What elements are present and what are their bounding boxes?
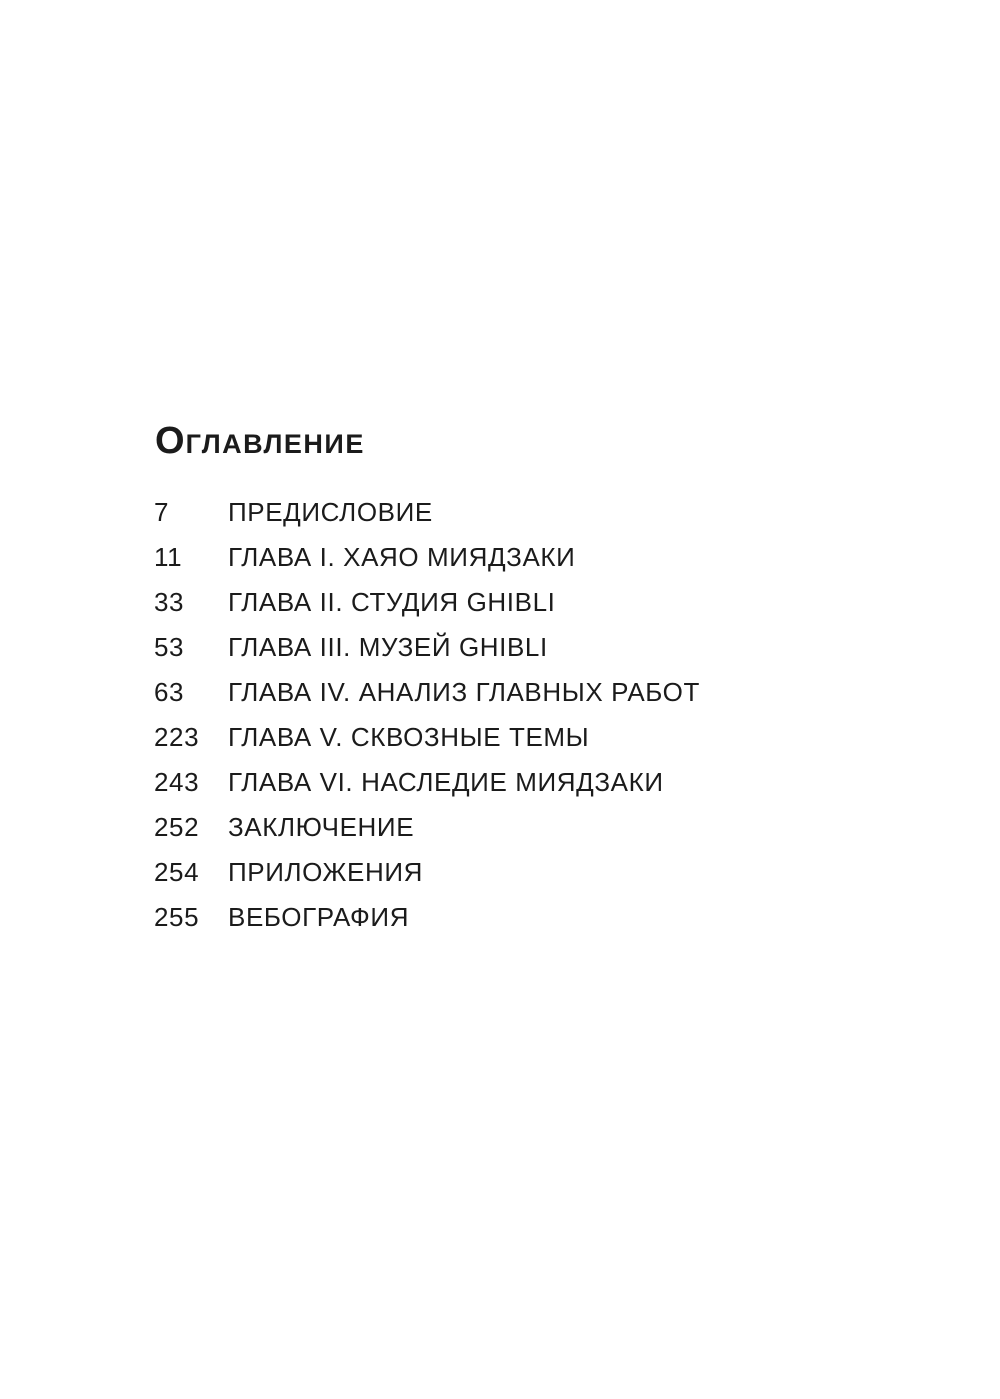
toc-entry — [154, 805, 700, 850]
toc-entry — [154, 535, 700, 580]
toc-list — [154, 490, 700, 940]
toc-entry-title: ГЛАВА I. ХАЯО МИЯДЗАКИ — [228, 542, 576, 572]
page-title — [155, 422, 365, 460]
toc-entry-title: ГЛАВА III. МУЗЕЙ GHIBLI — [228, 632, 548, 662]
toc-page-number: 243 — [154, 767, 200, 797]
toc-entry — [154, 490, 700, 535]
page-title-initial: О — [155, 420, 186, 462]
toc-page-number: 255 — [154, 902, 200, 932]
toc-entry — [154, 895, 700, 940]
toc-page-number: 252 — [154, 812, 200, 842]
toc-entry — [154, 715, 700, 760]
toc-page-number: 254 — [154, 857, 200, 887]
toc-entry — [154, 850, 700, 895]
page-title-rest: ГЛАВЛЕНИЕ — [185, 429, 365, 459]
toc-entry-title: ГЛАВА VI. НАСЛЕДИЕ МИЯДЗАКИ — [228, 767, 664, 797]
toc-page-number: 53 — [154, 632, 185, 662]
toc-entry-title: ПРИЛОЖЕНИЯ — [228, 857, 424, 887]
toc-entry-title: ГЛАВА II. СТУДИЯ GHIBLI — [228, 587, 556, 617]
toc-entry — [154, 760, 700, 805]
toc-entry-title: ГЛАВА V. СКВОЗНЫЕ ТЕМЫ — [228, 722, 590, 752]
toc-page-number: 7 — [154, 497, 170, 527]
toc-page-number: 11 — [154, 542, 183, 572]
toc-page-number: 33 — [154, 587, 185, 617]
toc-entry-title: ЗАКЛЮЧЕНИЕ — [228, 812, 415, 842]
toc-page-number: 223 — [154, 722, 200, 752]
toc-entry — [154, 625, 700, 670]
toc-entry-title: ГЛАВА IV. АНАЛИЗ ГЛАВНЫХ РАБОТ — [228, 677, 700, 707]
toc-entry-title: ПРЕДИСЛОВИЕ — [228, 497, 433, 527]
toc-entry-title: ВЕБОГРАФИЯ — [228, 902, 410, 932]
toc-entry — [154, 670, 700, 715]
toc-page-number: 63 — [154, 677, 185, 707]
toc-entry — [154, 580, 700, 625]
